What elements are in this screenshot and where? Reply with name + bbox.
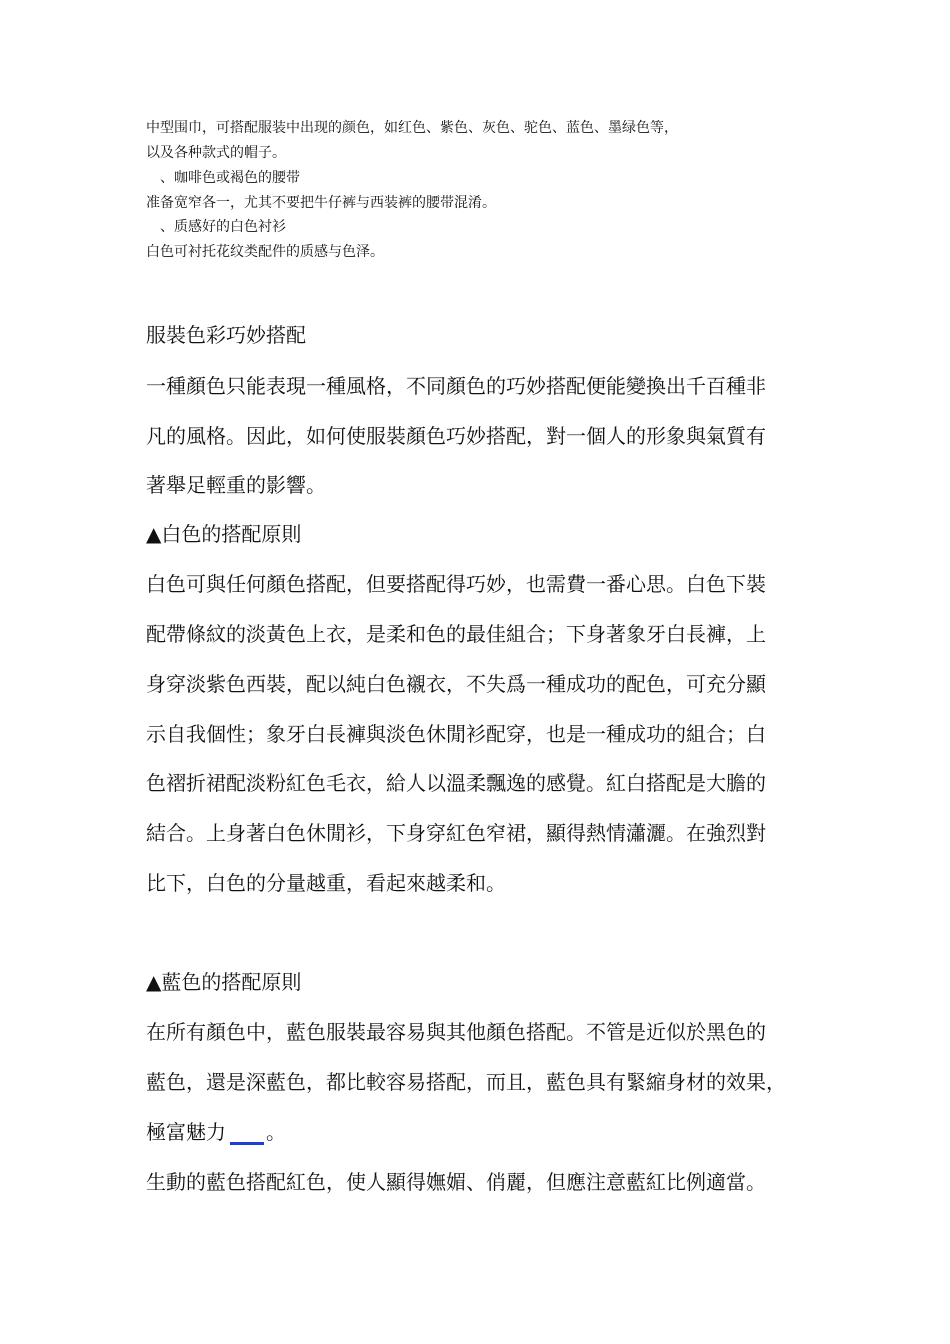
intro-line-3: 著舉足輕重的影響。 [146, 473, 326, 497]
top-line-5: 、质感好的白色衬衫 [146, 219, 286, 235]
white-line-5: 色褶折裙配淡粉紅色毛衣，給人以溫柔飄逸的感覺。紅白搭配是大膽的 [146, 771, 766, 795]
white-heading: ▲白色的搭配原則 [146, 522, 302, 546]
top-line-3: 、咖啡色或褐色的腰带 [146, 170, 300, 186]
blue-line-2: 藍色，還是深藍色，都比較容易搭配，而且，藍色具有緊縮身材的效果， [146, 1070, 786, 1094]
top-line-6: 白色可衬托花纹类配件的质感与色泽。 [146, 244, 384, 260]
blue-line-3 [146, 1120, 816, 1145]
white-line-3: 身穿淡紫色西裝，配以純白色襯衣，不失爲一種成功的配色，可充分顯 [146, 672, 766, 696]
section-title: 服裝色彩巧妙搭配 [146, 323, 306, 347]
white-line-2: 配帶條紋的淡黃色上衣，是柔和色的最佳組合；下身著象牙白長褲，上 [146, 622, 766, 646]
white-line-7: 比下，白色的分量越重，看起來越柔和。 [146, 871, 506, 895]
top-line-2: 以及各种款式的帽子。 [146, 145, 286, 161]
blue-line-3-text: 極富魅力 [146, 1120, 226, 1144]
blue-line-4: 生動的藍色搭配紅色，使人顯得嫵媚、俏麗，但應注意藍紅比例適當。 [146, 1170, 766, 1194]
top-line-4: 准备宽窄各一，尤其不要把牛仔裤与西装裤的腰带混淆。 [146, 195, 496, 211]
blue-line-1: 在所有顏色中，藍色服裝最容易與其他顏色搭配。不管是近似於黑色的 [146, 1020, 766, 1044]
white-line-4: 示自我個性；象牙白長褲與淡色休閒衫配穿，也是一種成功的組合；白 [146, 722, 766, 746]
white-line-6: 結合。上身著白色休閒衫，下身穿紅色窄裙，顯得熱情瀟灑。在強烈對 [146, 821, 766, 845]
blue-line-3-end: 。 [266, 1120, 286, 1144]
blue-heading: ▲藍色的搭配原則 [146, 970, 302, 994]
intro-line-1: 一種顏色只能表現一種風格，不同顏色的巧妙搭配便能變換出千百種非 [146, 374, 766, 398]
fill-in-blank [230, 1120, 264, 1145]
white-line-1: 白色可與任何顏色搭配，但要搭配得巧妙，也需費一番心思。白色下裝 [146, 572, 766, 596]
intro-line-2: 凡的風格。因此，如何使服裝顏色巧妙搭配，對一個人的形象與氣質有 [146, 424, 766, 448]
top-line-1: 中型围巾，可搭配服装中出现的颜色，如红色、紫色、灰色、驼色、蓝色、墨绿色等， [146, 120, 678, 136]
